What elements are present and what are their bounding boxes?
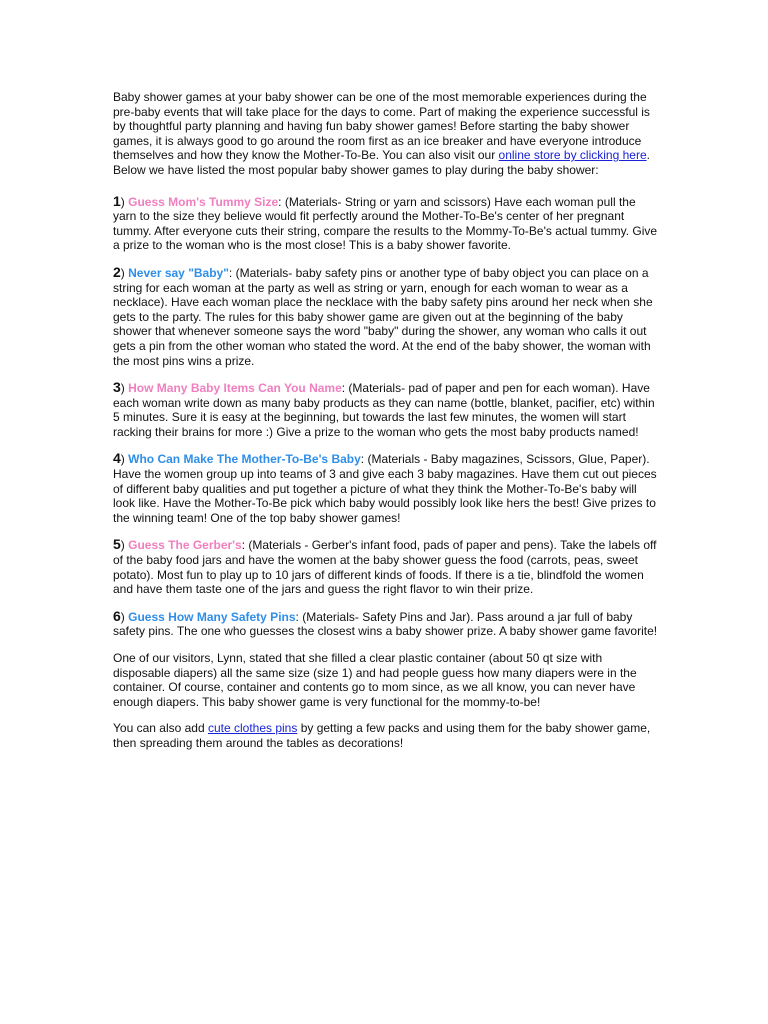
game-2-description: : (Materials- baby safety pins or another type of baby object you can place on a string for each woman at the party as well as string or yarn, enough for each woman to wear as a necklace). Have each woman place the necklace with the baby safety pins around her neck when she gets to the party. The rules for this baby shower game are given out at the beginning of the baby shower that whenever someone says the word "baby" during the shower, any woman who calls it out gets a pin from the other woman who stated the word. At the end of the baby shower, the woman with the most pins wins a prize.: [113, 265, 653, 368]
intro-text-before-link: Baby shower games at your baby shower can be one of the most memorable experiences during the pre-baby events that will take place for the days to come. Part of making the experience successful is by thoughtful party planning and having fun baby shower games! Before starting the baby shower games, it is always good to go around the room first as an ice breaker and have everyone introduce themselves and how they know the Mother-To-Be. You can also visit our: [113, 90, 650, 163]
intro-paragraph: [113, 90, 658, 178]
game-5-description: : (Materials - Gerber's infant food, pads of paper and pens). Take the labels off of the baby food jars and have the women at the baby shower guess the food (carrots, peas, sweet potato). Most fun to play up to 10 jars of different kinds of foods. If there is a tie, blindfold the women and have them taste one of the jars and guess the right flavor to win their prize.: [113, 538, 657, 597]
closing-text-after-link: by getting a few packs and using them for the baby shower game, then spreading them around the tables as decorations!: [113, 721, 651, 750]
game-4-title: Who Can Make The Mother-To-Be's Baby: [128, 452, 361, 467]
game-6-number: 6: [113, 607, 121, 624]
game-1-title: Guess Mom's Tummy Size: [128, 194, 279, 209]
cute-clothes-pins-link[interactable]: cute clothes pins: [207, 721, 298, 736]
game-2-paragraph: 2) Never say "Baby": (Materials- baby safety pins or another type of baby object you can place on a string for each woman at the party as well as string or yarn, enough for each woman to wear as a necklace). Have each woman place the necklace with the baby safety pins around her neck when she gets to the party. The rules for this baby shower game are given out at the beginning of the baby shower that whenever someone says the word "baby" during the shower, any woman who calls it out gets a pin from the other woman who stated the word. At the end of the baby shower, the woman with the most pins wins a prize.: [113, 263, 653, 368]
game-5-title: Guess The Gerber's: [128, 538, 242, 553]
game-2-number: 2: [113, 263, 121, 280]
game-3-paragraph: 3) How Many Baby Items Can You Name: (Materials- pad of paper and pen for each woman). Have each woman write down as many baby products as they can name (bottle, blanket, pacifier, etc) within 5 minutes. Sure it is easy at the beginning, but towards the last few minutes, the women will start racking their brains for more :) Give a prize to the woman who gets the most baby products named!: [113, 379, 655, 439]
game-2-title: Never say "Baby": [128, 265, 229, 280]
game-1-paragraph: 1) Guess Mom's Tummy Size: (Materials- String or yarn and scissors) Have each woman pull the yarn to the size they believe would fit perfectly around the Mother-To-Be's center of her pregnant tummy. After everyone cuts their string, compare the results to the Mommy-To-Be's actual tummy. Give a prize to the woman who is the most close! This is a baby shower favorite.: [113, 192, 658, 253]
game-5-paragraph: 5) Guess The Gerber's: (Materials - Gerber's infant food, pads of paper and pens). Take the labels off of the baby food jars and have the women at the baby shower guess the food (carrots, peas, sweet potato). Most fun to play up to 10 jars of different kinds of foods. If there is a tie, blindfold the women and have them taste one of the jars and guess the right flavor to win their prize.: [113, 536, 657, 597]
game-4-number: 4: [113, 450, 121, 467]
closing-text-before-link: You can also add: [113, 721, 208, 736]
game-3-description: : (Materials- pad of paper and pen for each woman). Have each woman write down as many baby products as they can name (bottle, blanket, pacifier, etc) within 5 minutes. Sure it is easy at the beginning, but towards the last few minutes, the women will start racking their brains for more :) Give a prize to the woman who gets the most baby products named!: [113, 381, 655, 439]
game-6-description: : (Materials- Safety Pins and Jar). Pass around a jar full of baby safety pins. The one who guesses the closest wins a baby shower prize. A baby shower game favorite!: [113, 609, 658, 639]
game-1-description: : (Materials- String or yarn and scissors) Have each woman pull the yarn to the size they believe would fit perfectly around the Mother-To-Be's center of her pregnant tummy. After everyone cuts their string, compare the results to the Mommy-To-Be's actual tummy. Give a prize to the woman who is the most close! This is a baby shower favorite.: [113, 194, 658, 253]
game-4-description: : (Materials - Baby magazines, Scissors, Glue, Paper). Have the women group up into teams of 3 and give each 3 baby magazines. Have them cut out pieces of different baby qualities and put together a picture of what they think the Mother-To-Be's baby will look like. Have the Mother-To-Be pick which baby would possibly look like hers the best! Give prizes to the winning team! One of the top baby shower games!: [113, 452, 657, 525]
game-6-paragraph: 6) Guess How Many Safety Pins: (Materials- Safety Pins and Jar). Pass around a jar full of baby safety pins. The one who guesses the closest wins a baby shower prize. A baby shower game favorite!: [113, 607, 658, 639]
online-store-link[interactable]: online store by clicking here: [498, 148, 647, 163]
game-5-number: 5: [113, 536, 121, 553]
closing-paragraph: [113, 721, 658, 750]
game-1-number: 1: [113, 192, 121, 209]
game-3-number: 3: [113, 379, 121, 396]
game-3-title: How Many Baby Items Can You Name: [128, 381, 342, 396]
game-6-title: Guess How Many Safety Pins: [128, 609, 296, 624]
game-4-paragraph: 4) Who Can Make The Mother-To-Be's Baby: (Materials - Baby magazines, Scissors, Glue, Paper). Have the women group up into teams of 3 and give each 3 baby magazines. Have them cut out pieces of different baby qualities and put together a picture of what they think the Mother-To-Be's baby will look like. Have the Mother-To-Be pick which baby would possibly look like hers the best! Give prizes to the winning team! One of the top baby shower games!: [113, 450, 657, 525]
visitor-note-paragraph: One of our visitors, Lynn, stated that she filled a clear plastic container (about 50 qt size with disposable diapers) all the same size (size 1) and had people guess how many diapers were in the container. Of course, container and contents go to mom since, as we all know, you can never have enough diapers. This baby shower game is very functional for the mommy-to-be!: [113, 651, 637, 709]
intro-text-after-link: . Below we have listed the most popular baby shower games to play during the baby shower:: [113, 148, 650, 177]
